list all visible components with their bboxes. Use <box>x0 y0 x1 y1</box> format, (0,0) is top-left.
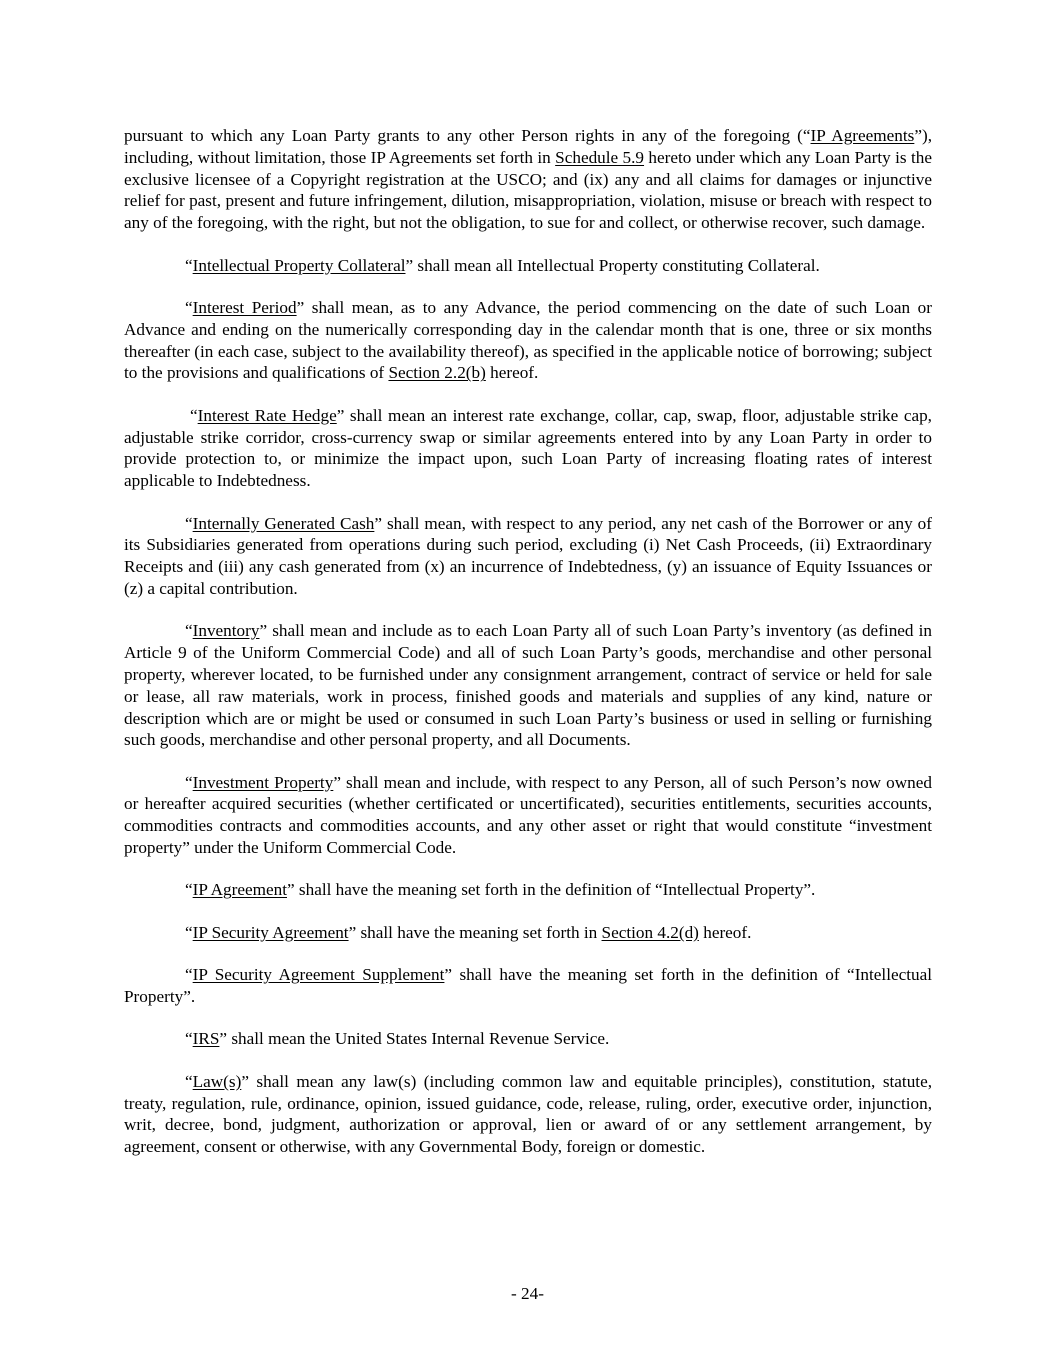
defined-term: Interest Period <box>192 297 297 317</box>
page-body <box>124 125 932 1179</box>
term-ip-agreements: IP Agreements <box>810 126 915 145</box>
defined-term: IP Security Agreement Supplement <box>192 965 445 985</box>
definition-internally-generated-cash: “Internally Generated Cash” shall mean, with respect to any period, any net cash of the Borrower or any of its Subsidiaries generated from operations during such period, excluding (i) Net Cash Proceeds, (ii) Extraordinary Receipts and (iii) any cash generated from (x) an incurrence of Indebtedness, (y) an issuance of Equity Issuances or (z) a capital contribution. <box>124 513 932 598</box>
ref-schedule-5-9: Schedule 5.9 <box>555 147 645 167</box>
definition-laws: “Law(s)” shall mean any law(s) (including common law and equitable principles), constitution, statute, treaty, regulation, rule, ordinance, opinion, issued guidance, code, release, ruling, order, executive order, injunction, writ, decree, bond, judgment, authorization or approval, lien or award of or any settlement arrangement, by agreement, consent or otherwise, with any Governmental Body, foreign or domestic. <box>124 1071 932 1157</box>
definition-interest-rate-hedge: “Interest Rate Hedge” shall mean an interest rate exchange, collar, cap, swap, floor, adjustable strike cap, adjustable strike corridor, cross-currency swap or similar agreements entered into by any Loan Party in order to provide protection to, or minimize the impact upon, such Loan Party of increasing floating rates of interest applicable to Indebtedness. <box>124 405 932 491</box>
paragraph-ip-continuation: pursuant to which any Loan Party grants to any other Person rights in any of the foregoing (“IP Agreements”), including, without limitation, those IP Agreements set forth in Schedule 5.9 hereto under which any Loan Party is the exclusive licensee of a Copyright registration at the USCO; and (ix) any and all claims for damages or injunctive relief for past, present and future infringement, dilution, misappropriation, violation, misuse or breach with respect to any of the foregoing, with the right, but not the obligation, to sue for and collect, or otherwise recover, such damage. <box>124 126 932 233</box>
ref-section-4-2-d: Section 4.2(d) <box>601 922 699 942</box>
definition-investment-property: “Investment Property” shall mean and include, with respect to any Person, all of such Person’s now owned or hereafter acquired securities (whether certificated or uncertificated), securities entitlements, securities accounts, commodities contracts and commodities accounts, and any other asset or right that would constitute “investment property” under the Uniform Commercial Code. <box>124 772 932 858</box>
defined-term: Interest Rate Hedge <box>197 405 337 425</box>
ref-section-2-2-b: Section 2.2(b) <box>388 363 486 383</box>
definition-irs: “IRS” shall mean the United States Internal Revenue Service. <box>185 1029 610 1049</box>
definition-ip-security-agreement: “IP Security Agreement” shall have the meaning set forth in Section 4.2(d) hereof. <box>185 922 752 942</box>
defined-term: Intellectual Property Collateral <box>192 255 406 275</box>
definition-intellectual-property-collateral: “Intellectual Property Collateral” shall mean all Intellectual Property constituting Collateral. <box>185 255 820 275</box>
defined-term: Investment Property <box>192 772 334 792</box>
defined-term: IP Agreement <box>192 880 287 900</box>
page-number: - 24- <box>511 1284 544 1303</box>
defined-term: IP Security Agreement <box>192 922 349 942</box>
defined-term: IRS <box>192 1029 220 1049</box>
defined-term: Law(s) <box>192 1071 242 1091</box>
definition-ip-security-agreement-supplement: “IP Security Agreement Supplement” shall have the meaning set forth in the definition of “Intellectual Property”. <box>124 965 932 1007</box>
definition-inventory: “Inventory” shall mean and include as to each Loan Party all of such Loan Party’s inventory (as defined in Article 9 of the Uniform Commercial Code) and all of such Loan Party’s goods, merchandise and other personal property, wherever located, to be furnished under any consignment arrangement, contract of service or held for sale or lease, all raw materials, work in process, finished goods and materials and supplies of any kind, nature or description which are or might be used or consumed in such Loan Party’s business or used in selling or furnishing such goods, merchandise and other personal property, and all Documents. <box>124 621 932 750</box>
definition-interest-period: “Interest Period” shall mean, as to any Advance, the period commencing on the date of such Loan or Advance and ending on the numerically corresponding day in the calendar month that is one, three or six months thereafter (in each case, subject to the availability thereof), as specified in the applicable notice of borrowing; subject to the provisions and qualifications of Section 2.2(b) hereof. <box>124 297 932 383</box>
defined-term: Inventory <box>192 621 260 641</box>
definition-ip-agreement: “IP Agreement” shall have the meaning set forth in the definition of “Intellectual Property”. <box>185 880 816 900</box>
defined-term: Internally Generated Cash <box>192 513 375 533</box>
